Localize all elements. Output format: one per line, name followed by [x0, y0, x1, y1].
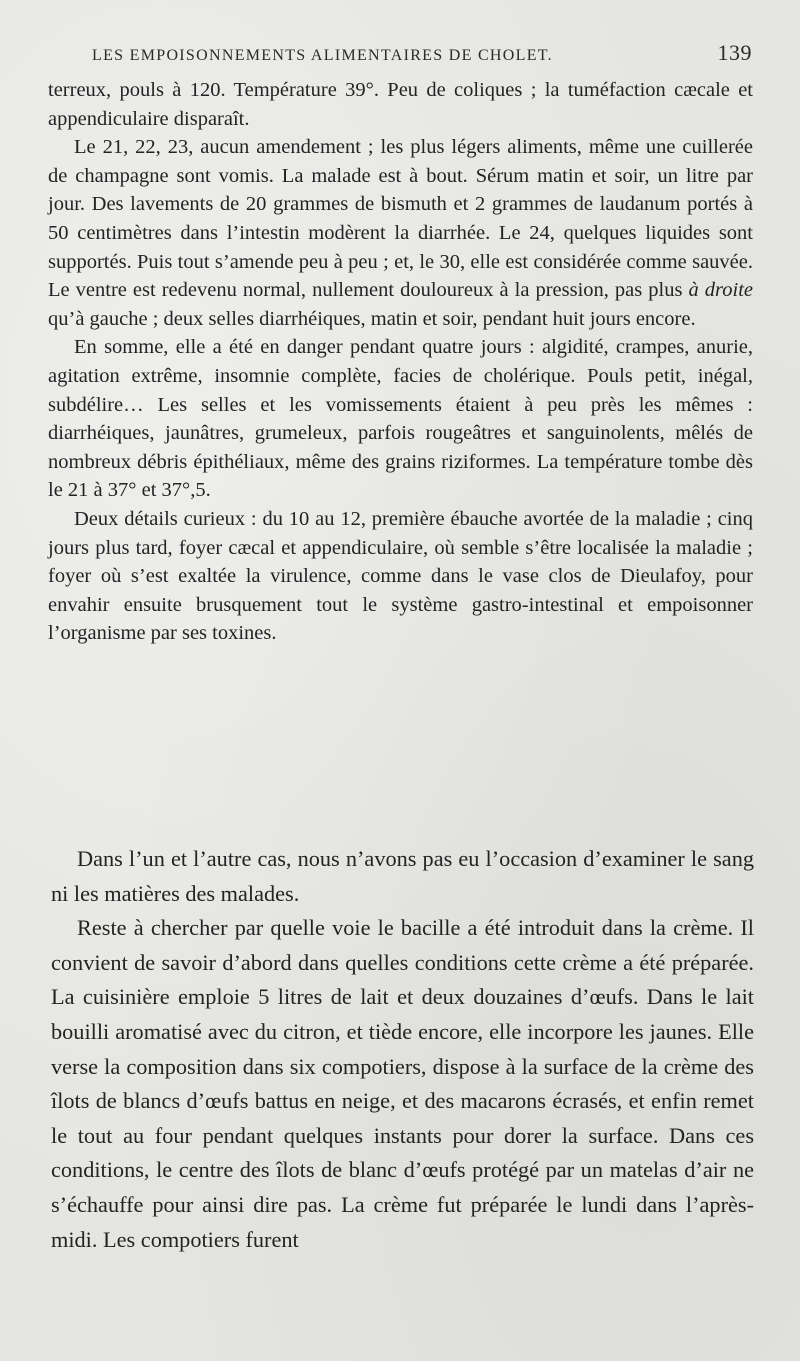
paragraph-continuation: terreux, pouls à 120. Température 39°. Peu de coliques ; la tuméfaction cæcale et appendiculaire disparaît.: [48, 79, 753, 130]
paragraph-details: Deux détails curieux : du 10 au 12, première ébauche avortée de la maladie ; cinq jours plus tard, foyer cæcal et appendiculaire, où semble s’être localisée la maladie ; foyer où s’est exaltée la virulence, comme dans le vase clos de Dieulafoy, pour envahir ensuite brusquement tout le système gastro-intestinal et empoisonner l’organisme par ses toxines.: [48, 507, 753, 645]
italic-a-droite: à droite: [688, 279, 753, 302]
paragraph-investigation: Reste à chercher par quelle voie le bacille a été introduit dans la crème. Il convient de savoir d’abord dans quelles conditions cette crème a été préparée. La cuisinière emploie 5 litres de lait et deux douzaines d’œufs. Dans le lait bouilli aromatisé avec du citron, et tiède encore, elle incorpore les jaunes. Elle verse la composition dans six compotiers, dispose à la surface de la crème des îlots de blancs d’œufs battus en neige, et des macarons écrasés, et enfin remet le tout au four pendant quelques instants pour dorer la surface. Dans ces conditions, le centre des îlots de blanc d’œufs protégé par un matelas d’air ne s’échauffe pour ainsi dire pas. La crème fut préparée le lundi dans l’après-midi. Les compotiers furent: [51, 915, 754, 1252]
running-title: LES EMPOISONNEMENTS ALIMENTAIRES DE CHOLET.: [92, 47, 553, 64]
paragraph-observation: Dans l’un et l’autre cas, nous n’avons pas eu l’occasion d’examiner le sang ni les matières des malades.: [51, 846, 754, 906]
running-head: [92, 40, 752, 68]
main-text-block: [51, 842, 754, 1257]
paragraph-progress: [48, 133, 753, 333]
page-number: 139: [717, 40, 752, 65]
paragraph-progress-text-end: qu’à gauche ; deux selles diarrhéiques, matin et soir, pendant huit jours encore.: [48, 307, 696, 330]
paragraph-summary: En somme, elle a été en danger pendant quatre jours : algidité, crampes, anurie, agitation extrême, insomnie complète, facies de cholérique. Pouls petit, inégal, subdélire… Les selles et les vomissements étaient à peu près les mêmes : diarrhéiques, jaunâtres, grumeleux, parfois rougeâtres et sanguinolents, mêlés de nombreux débris épithéliaux, même des grains riziformes. La température tombe dès le 21 à 37° et 37°,5.: [48, 336, 753, 502]
paragraph-progress-text: Le 21, 22, 23, aucun amendement ; les plus légers aliments, même une cuillerée de champagne sont vomis. La malade est à bout. Sérum matin et soir, un litre par jour. Des lavements de 20 grammes de bismuth et 2 grammes de laudanum portés à 50 centimètres dans l’intestin modèrent la diarrhée. Le 24, quelques liquides sont supportés. Puis tout s’amende peu à peu ; et, le 30, elle est considérée comme sauvée. Le ventre est redevenu normal, nullement douloureux à la pression, pas plus: [48, 136, 753, 302]
case-report-block: [48, 76, 753, 648]
